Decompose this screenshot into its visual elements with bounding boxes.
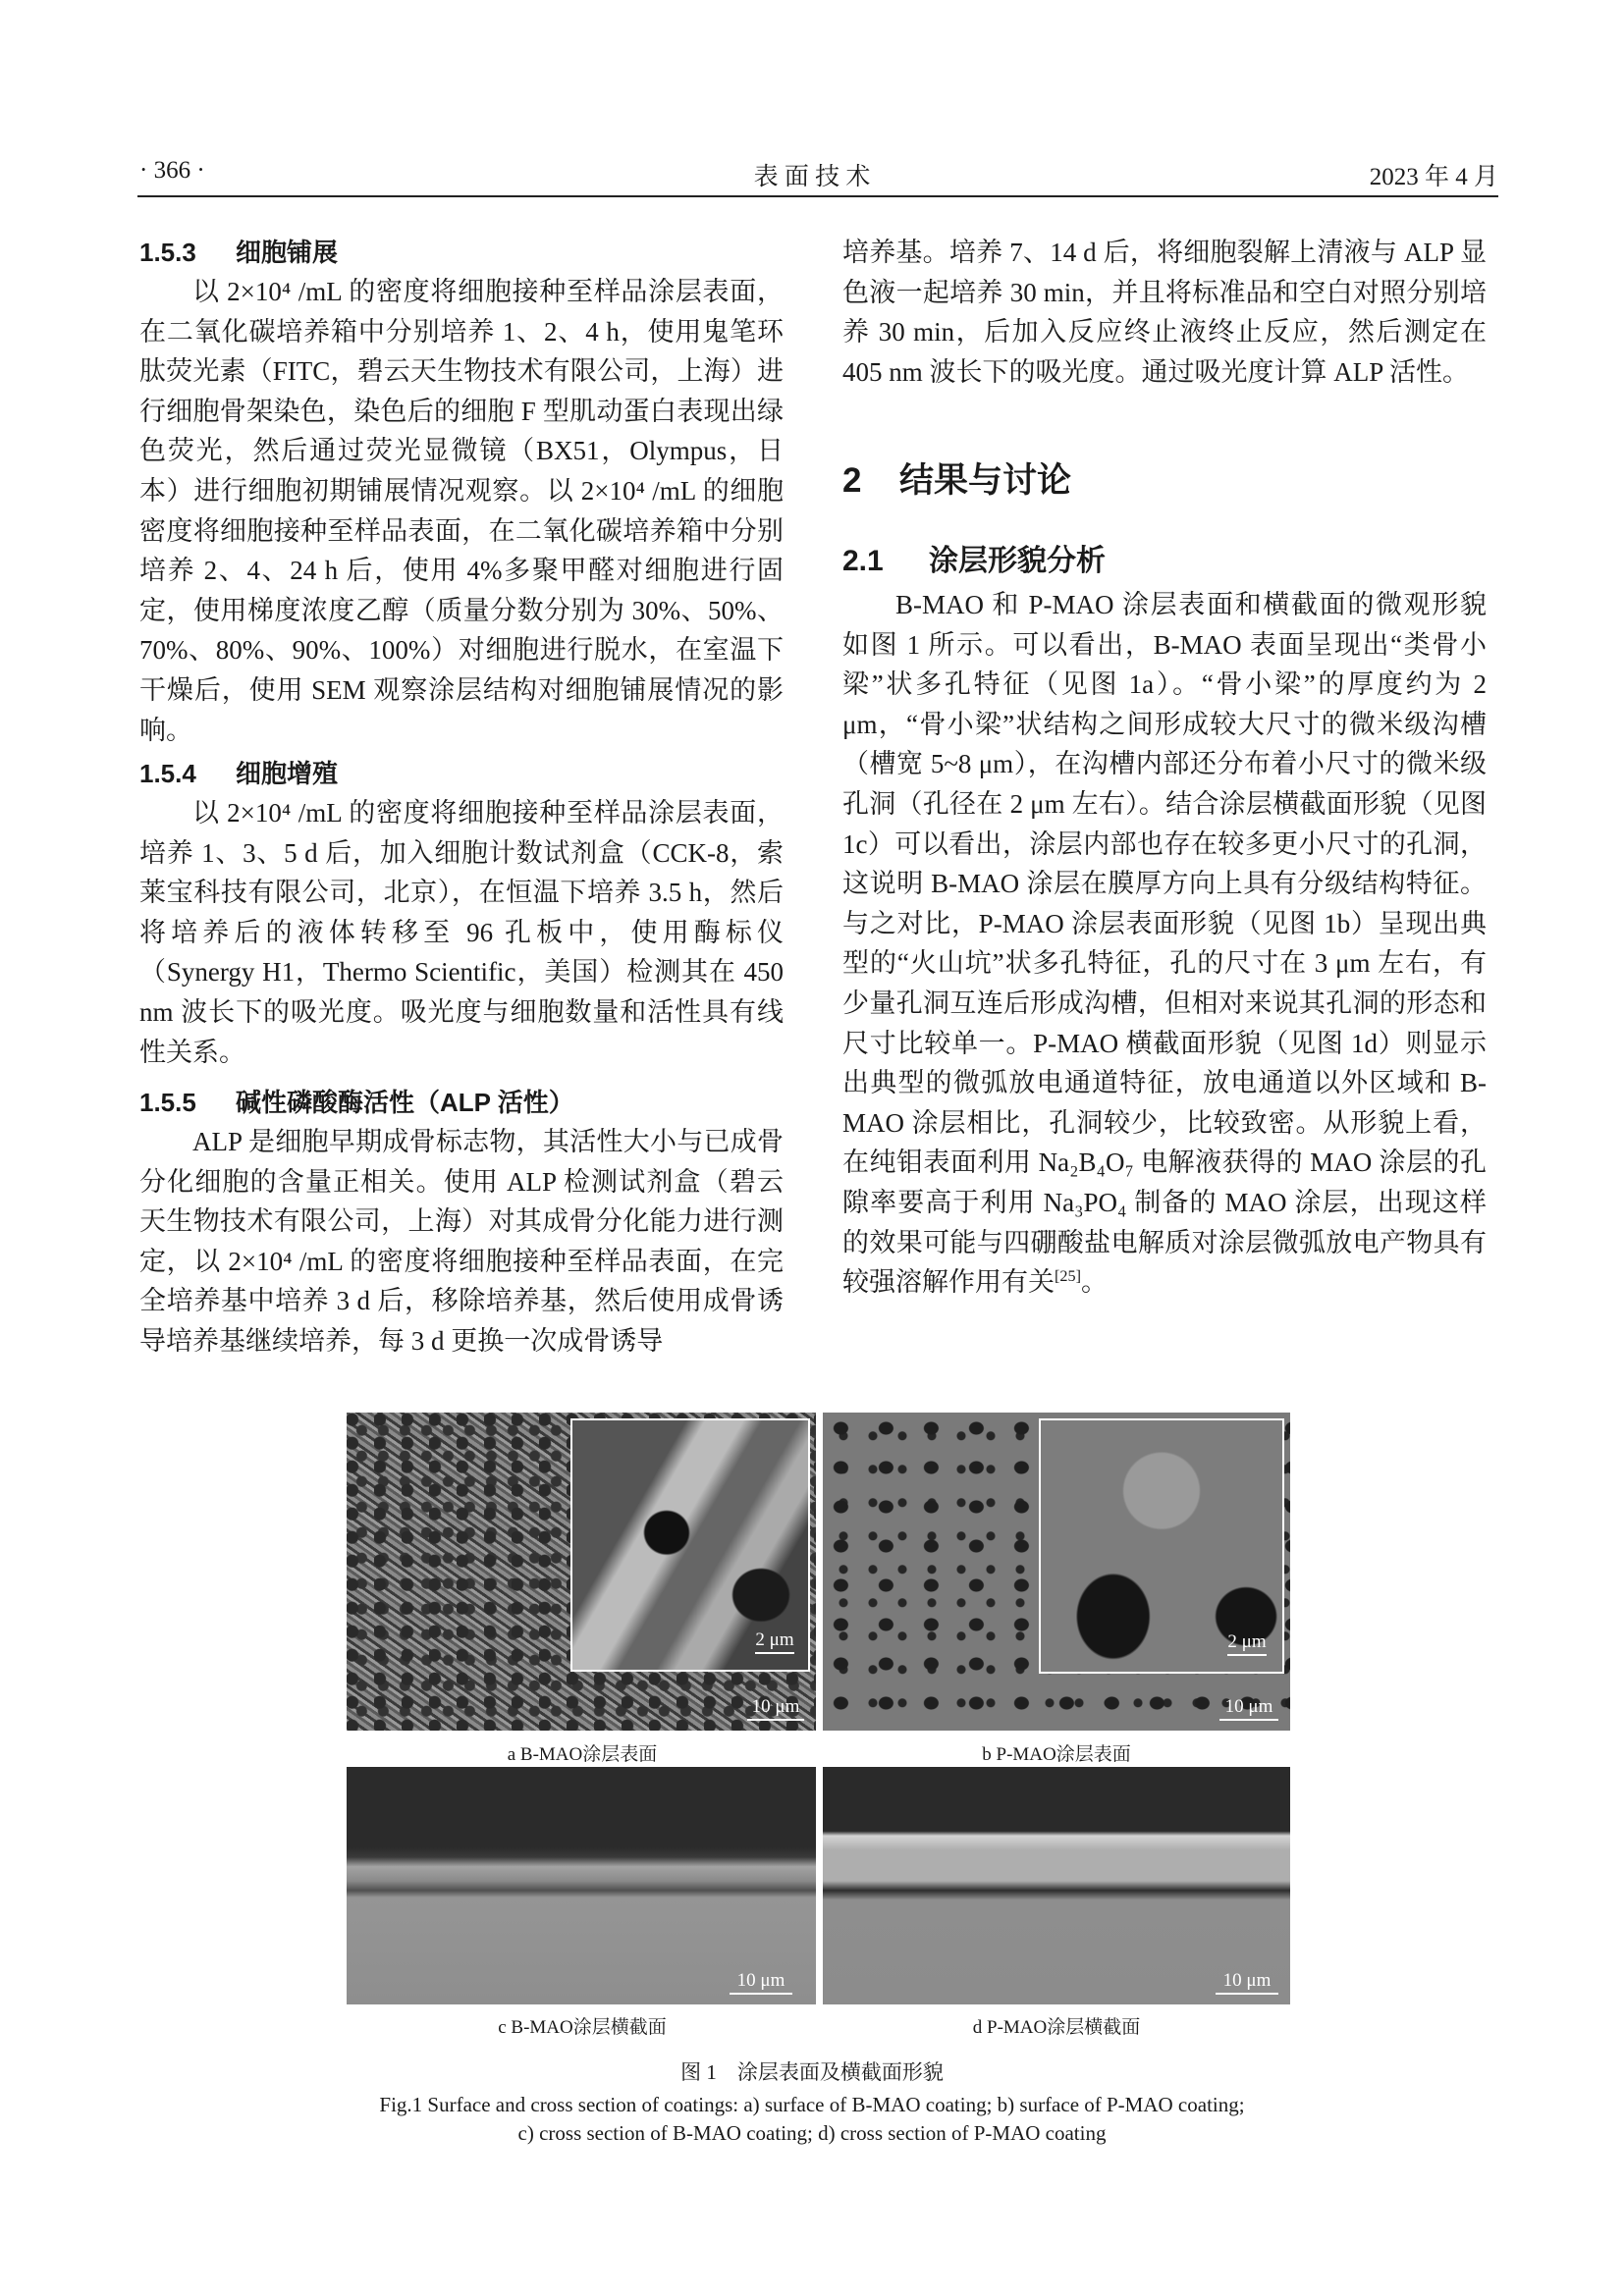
citation[interactable]: [25] [1055, 1267, 1081, 1286]
section-heading [139, 1083, 784, 1122]
section-title: 细胞铺展 [236, 238, 339, 267]
scale-label: 10 μm [1222, 1970, 1272, 1991]
section-number: 2.1 [842, 545, 884, 577]
scale-label: 2 μm [1227, 1631, 1267, 1652]
inset-image-b [1039, 1418, 1284, 1674]
paragraph: 以 2×10⁴ /mL 的密度将细胞接种至样品涂层表面，培养 1、3、5 d 后，加入细胞计数试剂盒（CCK-8，索莱宝科技有限公司，北京），在恒温下培养 3.5 h，然后将培养后的液体转移至 96 孔板中，使用酶标仪（Synergy H1，Thermo Scientific，美国）检测其在 450 nm 波长下的吸光度。吸光度与细胞数量和活性具有线性关系。 [139, 798, 784, 1067]
section-number: 2 [842, 461, 862, 500]
panel-label-c: c B-MAO涂层横截面 [498, 2017, 667, 2038]
section-number: 1.5.4 [139, 759, 196, 788]
paragraph: 培养基。培养 7、14 d 后，将细胞裂解上清液与 ALP 显色液一起培养 30 min，并且将标准品和空白对照分别培养 30 min，后加入反应终止液终止反应，然后测定在 405 nm 波长下的吸光度。通过吸光度计算 ALP 活性。 [842, 238, 1487, 387]
scale-label: 10 μm [1224, 1696, 1273, 1717]
panel-label-d: d P-MAO涂层横截面 [972, 2017, 1141, 2038]
page-number: · 366 · [139, 157, 205, 184]
inset-image-a [570, 1418, 810, 1672]
sem-image-b [823, 1413, 1290, 1731]
scale-label: 2 μm [755, 1629, 794, 1650]
sem-image-d [823, 1767, 1290, 2004]
paragraph-text: B-MAO 和 P-MAO 涂层表面和横截面的微观形貌如图 1 所示。可以看出，B-MAO 表面呈现出“类骨小梁”状多孔特征（见图 1a）。“骨小梁”的厚度约为 2 μm，“骨小梁”状结构之间形成较大尺寸的微米级沟槽（槽宽 5~8 μm），在沟槽内部还分布着小尺寸的微米级孔洞（孔径在 2 μm 左右）。结合涂层横截面形貌（见图 1c）可以看出，涂层内部也存在较多更小尺寸的孔洞，这说明 B-MAO 涂层在膜厚方向上具有分级结构特征。与之对比，P-MAO 涂层表面形貌（见图 1b）呈现出典型的“火山坑”状多孔特征，孔的尺寸在 3 μm 左右，有少量孔洞互连后形成沟槽，但相对来说其孔洞的形态和尺寸比较单一。P-MAO 横截面形貌（见图 1d）则显示出典型的微弧放电通道特征，放电通道以外区域和 B-MAO 涂层相比，孔洞较少，比较致密。从形貌上看，在纯钼表面利用 Na₂B₄O₇ 电解液获得的 MAO 涂层的孔隙率要高于利用 Na₃PO₄ 制备的 MAO 涂层，出现这样的效果可能与四硼酸盐电解质对涂层微弧放电产物具有较强溶解作用有关 [842, 590, 1487, 1298]
figure-caption-en-line1: Fig.1 Surface and cross section of coatings: a) surface of B-MAO coating; b) surface of P-MAO coating; [379, 2093, 1245, 2116]
chapter-heading [842, 457, 1487, 505]
section-title: 涂层形貌分析 [929, 545, 1106, 577]
paragraph-end: 。 [1080, 1267, 1108, 1298]
section-number: 1.5.5 [139, 1088, 196, 1117]
section-title: 细胞增殖 [236, 759, 339, 788]
paragraph-continued [842, 233, 1487, 392]
scale-bar [1219, 1696, 1278, 1721]
sem-image-a [347, 1413, 816, 1731]
scale-label: 10 μm [736, 1970, 785, 1991]
section-1-5-3 [139, 233, 784, 750]
scale-bar [1216, 1970, 1278, 1995]
section-number: 1.5.3 [139, 238, 196, 267]
section-title: 结果与讨论 [899, 461, 1072, 500]
figure-caption-en-line2: c) cross section of B-MAO coating; d) cross section of P-MAO coating [517, 2121, 1107, 2145]
scale-bar [747, 1696, 804, 1721]
panel-label-a: a B-MAO涂层表面 [507, 1744, 658, 1765]
sem-image-c [347, 1767, 816, 2004]
section-heading [139, 754, 784, 793]
issue-date: 2023 年 4 月 [1369, 164, 1498, 190]
figure-caption-cn: 图 1 涂层表面及横截面形貌 [680, 2060, 944, 2084]
section-1-5-4 [139, 754, 784, 1072]
scale-label: 10 μm [751, 1696, 800, 1717]
section-2 [842, 457, 1487, 505]
paragraph: 以 2×10⁴ /mL 的密度将细胞接种至样品涂层表面，在二氧化碳培养箱中分别培养 1、2、4 h，使用鬼笔环肽荧光素（FITC，碧云天生物技术有限公司，上海）进行细胞骨架染色，染色后的细胞 F 型肌动蛋白表现出绿色荧光，然后通过荧光显微镜（BX51，Olympus，日本）进行细胞初期铺展情况观察。以 2×10⁴ /mL 的细胞密度将细胞接种至样品表面，在二氧化碳培养箱中分别培养 2、4、24 h 后，使用 4%多聚甲醛对细胞进行固定，使用梯度浓度乙醇（质量分数分别为 30%、50%、70%、80%、90%、100%）对细胞进行脱水，在室温下干燥后，使用 SEM 观察涂层结构对细胞铺展情况的影响。 [139, 277, 784, 745]
section-title: 碱性磷酸酶活性（ALP 活性） [236, 1088, 574, 1117]
journal-name: 表 面 技 术 [753, 164, 871, 190]
paragraph [842, 585, 1487, 1303]
section-2-1 [842, 540, 1487, 1303]
section-heading [842, 540, 1487, 583]
header-rule [137, 195, 1498, 197]
paragraph: ALP 是细胞早期成骨标志物，其活性大小与已成骨分化细胞的含量正相关。使用 ALP 检测试剂盒（碧云天生物技术有限公司，上海）对其成骨分化能力进行测定，以 2×10⁴ /mL 的密度将细胞接种至样品表面，在完全培养基中培养 3 d 后，移除培养基，然后使用成骨诱导培养基继续培养，每 3 d 更换一次成骨诱导 [139, 1127, 784, 1356]
section-1-5-5 [139, 1083, 784, 1362]
section-heading [139, 233, 784, 272]
scale-bar [730, 1970, 792, 1995]
panel-label-b: b P-MAO涂层表面 [982, 1744, 1131, 1765]
inset-scale-bar [755, 1629, 794, 1654]
inset-scale-bar [1227, 1631, 1267, 1656]
